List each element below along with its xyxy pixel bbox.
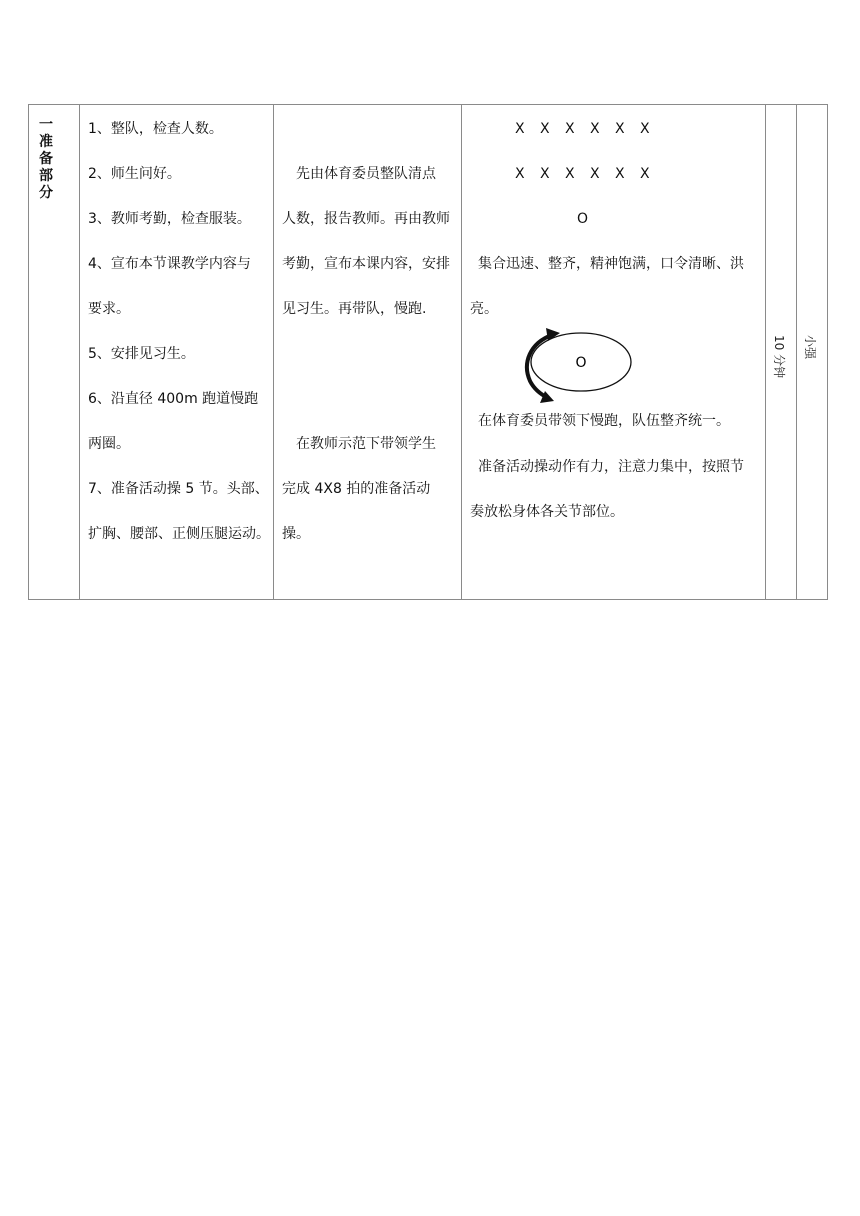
student-mark: X xyxy=(540,166,550,182)
requirement-line: 集合迅速、整齐，精神饱满，口令清晰、洪 xyxy=(478,256,744,272)
section-char: 分 xyxy=(39,185,53,201)
student-mark: X xyxy=(615,121,625,137)
section-char: 备 xyxy=(39,151,53,167)
section-cell xyxy=(29,105,80,600)
content-line: 两圈。 xyxy=(88,436,130,452)
formation-row xyxy=(515,119,665,139)
formation-row xyxy=(515,164,665,184)
intensity-cell xyxy=(797,105,828,600)
method-line: 先由体育委员整队清点 xyxy=(296,166,436,182)
student-mark: X xyxy=(640,121,650,137)
student-mark: X xyxy=(565,121,575,137)
method-line: 在教师示范下带领学生 xyxy=(296,436,436,452)
method-line: 考勤，宣布本课内容，安排 xyxy=(282,256,450,272)
table-row xyxy=(29,105,828,600)
student-mark: X xyxy=(590,166,600,182)
content-line: 2、师生问好。 xyxy=(88,166,181,182)
running-direction-arrow xyxy=(527,335,552,398)
method-line: 人数，报告教师。再由教师 xyxy=(282,211,450,227)
section-title xyxy=(37,117,55,202)
content-line: 6、沿直径 400m 跑道慢跑 xyxy=(88,391,259,407)
student-mark: X xyxy=(590,121,600,137)
content-line: 3、教师考勤，检查服装。 xyxy=(88,211,251,227)
section-char: 准 xyxy=(39,134,53,150)
section-number: 一 xyxy=(39,117,53,133)
track-diagram xyxy=(518,327,638,407)
student-mark: X xyxy=(565,166,575,182)
method-cell xyxy=(274,105,462,600)
student-mark: X xyxy=(540,121,550,137)
organization-cell xyxy=(462,105,766,600)
content-line: 4、宣布本节课教学内容与 xyxy=(88,256,251,272)
time-cell xyxy=(766,105,797,600)
student-mark: X xyxy=(515,166,525,182)
content-line: 5、安排见习生。 xyxy=(88,346,195,362)
requirement-line: 准备活动操动作有力，注意力集中，按照节 xyxy=(478,459,744,475)
lesson-plan-table xyxy=(28,104,828,600)
method-line: 见习生。再带队，慢跑. xyxy=(282,301,427,317)
intensity-value: 小强 xyxy=(803,335,817,360)
requirement-line: 亮。 xyxy=(470,301,498,317)
student-mark: X xyxy=(615,166,625,182)
requirement-line: 在体育委员带领下慢跑，队伍整齐统一。 xyxy=(478,413,730,429)
method-line: 操。 xyxy=(282,526,310,542)
content-line: 7、准备活动操 5 节。头部、 xyxy=(88,481,269,497)
time-value: 10 分钟 xyxy=(772,335,786,379)
student-mark: X xyxy=(640,166,650,182)
content-line: 扩胸、腰部、正侧压腿运动。 xyxy=(88,526,270,542)
section-char: 部 xyxy=(39,168,53,184)
track-center-mark: O xyxy=(575,355,587,371)
teacher-mark: O xyxy=(577,211,589,227)
method-line: 完成 4X8 拍的准备活动 xyxy=(282,481,431,497)
content-line: 1、整队，检查人数。 xyxy=(88,121,223,137)
content-cell xyxy=(80,105,274,600)
content-line: 要求。 xyxy=(88,301,130,317)
requirement-line: 奏放松身体各关节部位。 xyxy=(470,504,624,520)
student-mark: X xyxy=(515,121,525,137)
